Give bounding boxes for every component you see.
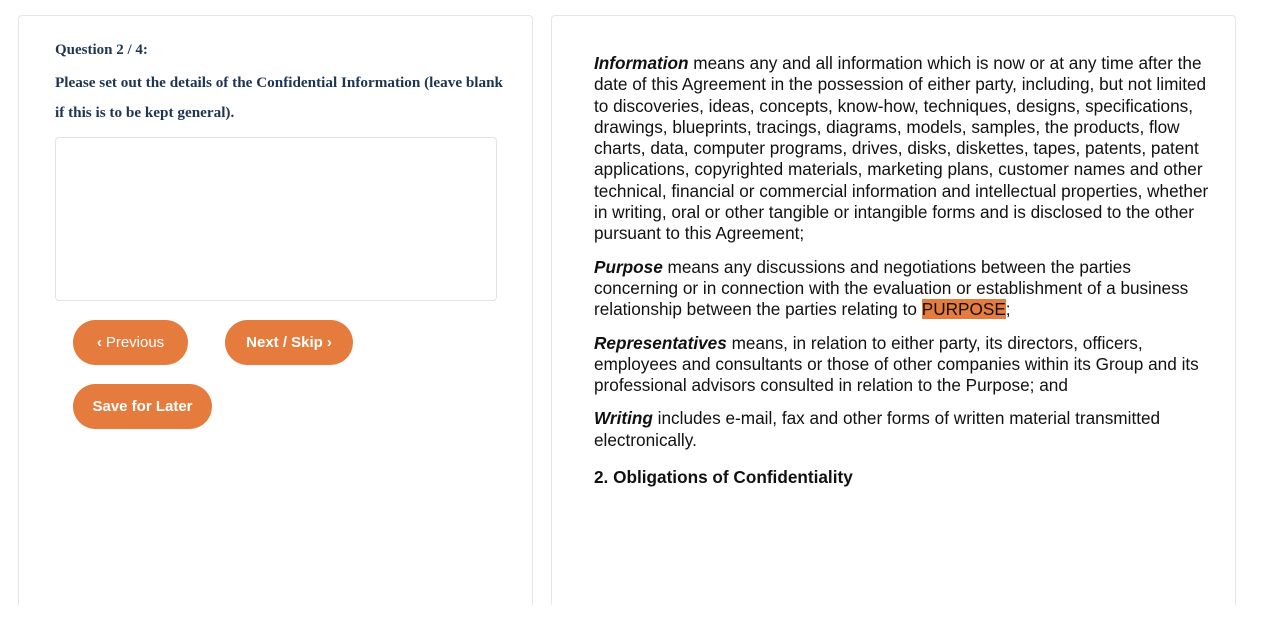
save-for-later-button[interactable] <box>73 384 212 429</box>
question-number: Question 2 / 4: <box>55 42 148 58</box>
next-skip-button[interactable] <box>225 320 353 365</box>
definition-information-text: means any and all information which is now or at any time after the date of this Agreement in the possession of either party, including, but not limited to discoveries, ideas, concepts, know-how, techniques, designs, specifications, drawings, blueprints, tracings, diagrams, models, samples, the products, flow charts, data, computer programs, drives, disks, diskettes, tapes, patents, patent applications, copyrighted materials, marketing plans, customer names and other technical, financial or commercial information and intellectual properties, whether in writing, oral or other tangible or intangible forms and is disclosed to the other pursuant to this Agreement; <box>594 53 1209 244</box>
section-heading: 2. Obligations of Confidentiality <box>594 467 853 488</box>
document-preview-panel <box>551 15 1236 605</box>
purpose-placeholder: PURPOSE <box>921 299 1006 320</box>
chevron-right-icon: › <box>326 334 332 351</box>
term-information: Information <box>594 53 689 73</box>
definition-purpose-text: means any discussions and negotiations between the parties concerning or in connection with the evaluation or establishment of a business relationship between the parties relating to <box>594 256 1189 320</box>
question-panel <box>18 15 533 605</box>
answer-textarea[interactable] <box>55 137 497 301</box>
definition-writing <box>594 408 1214 451</box>
next-skip-button-label: Next / Skip <box>246 334 323 351</box>
previous-button[interactable] <box>73 320 188 365</box>
definition-purpose-end: ; <box>1005 299 1011 320</box>
term-purpose: Purpose <box>594 256 663 277</box>
term-representatives: Representatives <box>594 332 727 353</box>
definition-writing-text: includes e-mail, fax and other forms of written material transmitted electronically. <box>594 408 1161 450</box>
document-preview <box>594 53 1214 500</box>
definition-representatives-text: means, in relation to either party, its directors, officers, employees and consultants or those of other companies within its Group and its professional advisors consulted in relation to the Purpose; and <box>594 332 1199 396</box>
previous-button-label: Previous <box>105 334 165 351</box>
definition-representatives <box>594 333 1214 397</box>
save-for-later-label: Save for Later <box>92 398 193 415</box>
question-text: Please set out the details of the Confidential Information (leave blank if this is to be kept general). <box>55 74 504 121</box>
term-writing: Writing <box>594 408 653 429</box>
definition-information <box>594 53 1214 245</box>
definition-purpose <box>594 257 1214 321</box>
chevron-left-icon: ‹ <box>96 334 102 351</box>
